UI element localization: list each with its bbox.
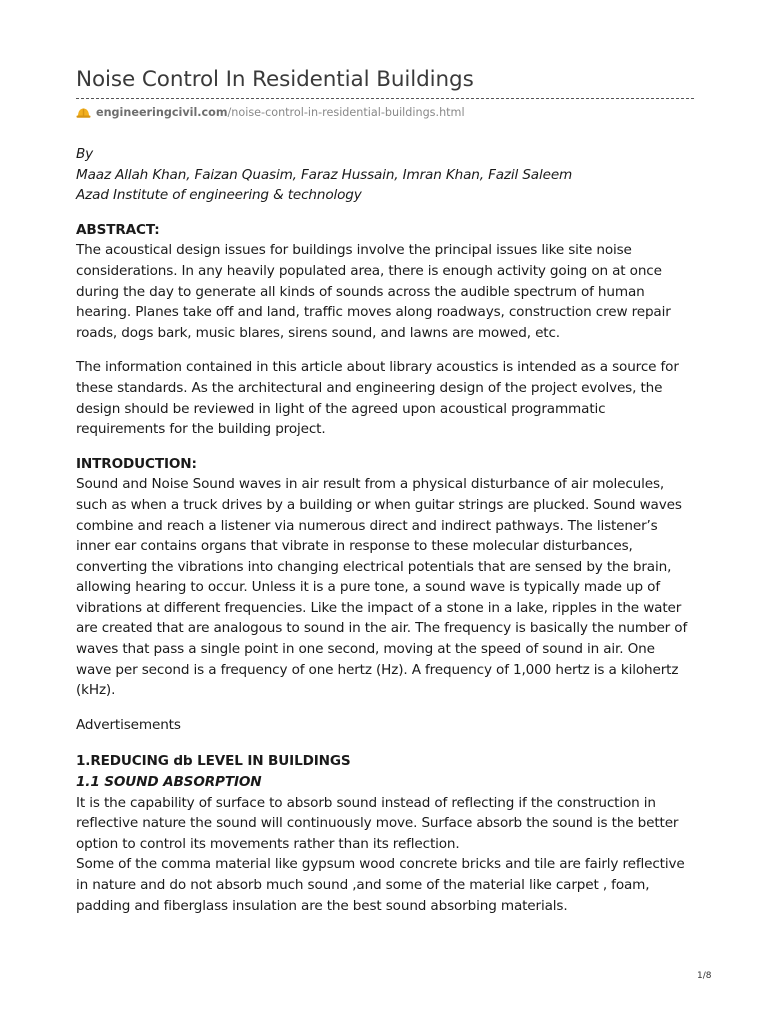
section-1-1-paragraph-1: It is the capability of surface to absorb sound instead of reflecting if the construction in reflective nature the sound will continuously move. Surface absorb the sound is the better option to control its movements rather than its reflection.	[76, 794, 679, 852]
article-body	[76, 144, 694, 916]
title-divider	[76, 98, 694, 99]
source-path[interactable]: /noise-control-in-residential-buildings.html	[227, 106, 465, 119]
abstract-heading: ABSTRACT:	[76, 221, 160, 238]
source-domain[interactable]: engineeringcivil.com	[96, 106, 228, 119]
abstract-paragraph-2: The information contained in this article about library acoustics is intended as a source for these standards. As the architectural and engineering design of the project evolves, the design should be reviewed in light of the agreed upon acoustical programmatic requirements for the building project.	[76, 359, 679, 438]
advertisements-label: Advertisements	[76, 716, 181, 733]
introduction-paragraph: Sound and Noise Sound waves in air result from a physical disturbance of air molecules, such as when a truck drives by a building or when guitar strings are plucked. Sound waves combine and reach a listener via numerous direct and indirect pathways. The listener’s inner ear contains organs that vibrate in response to these molecular disturbances, converting the vibrations into changing electrical potentials that are sensed by the brain, allowing hearing to occur. Unless it is a pure tone, a sound wave is typically made up of vibrations at different frequencies. Like the impact of a stone in a lake, ripples in the water are created that are analogous to sound in the air. The frequency is basically the number of waves that pass a single point in one second, moving at the speed of sound in air. One wave per second is a frequency of one hertz (Hz). A frequency of 1,000 hertz is a kilohertz (kHz).	[76, 476, 688, 699]
source-line	[76, 106, 465, 119]
section-1-heading: 1.REDUCING db LEVEL IN BUILDINGS	[76, 753, 351, 770]
section-1-1-heading: 1.1 SOUND ABSORPTION	[76, 774, 262, 791]
institution: Azad Institute of engineering & technology	[76, 187, 362, 204]
authors: Maaz Allah Khan, Faizan Quasim, Faraz Hussain, Imran Khan, Fazil Saleem	[76, 166, 573, 183]
introduction-heading: INTRODUCTION:	[76, 455, 197, 472]
hard-hat-icon	[76, 107, 91, 119]
section-1-1-paragraph-2: Some of the comma material like gypsum wood concrete bricks and tile are fairly reflective in nature and do not absorb much sound ,and some of the material like carpet , foam, padding and fiberglass insulation are the best sound absorbing materials.	[76, 856, 685, 914]
by-label: By	[76, 146, 94, 162]
page-number: 1/8	[697, 971, 712, 981]
page-title: Noise Control In Residential Buildings	[76, 67, 474, 92]
abstract-paragraph-1: The acoustical design issues for buildings involve the principal issues like site noise considerations. In any heavily populated area, there is enough activity going on at once during the day to generate all kinds of sounds across the audible spectrum of human hearing. Planes take off and land, traffic moves along roadways, construction crew repair roads, dogs bark, music blares, sirens sound, and lawns are mowed, etc.	[76, 242, 671, 341]
